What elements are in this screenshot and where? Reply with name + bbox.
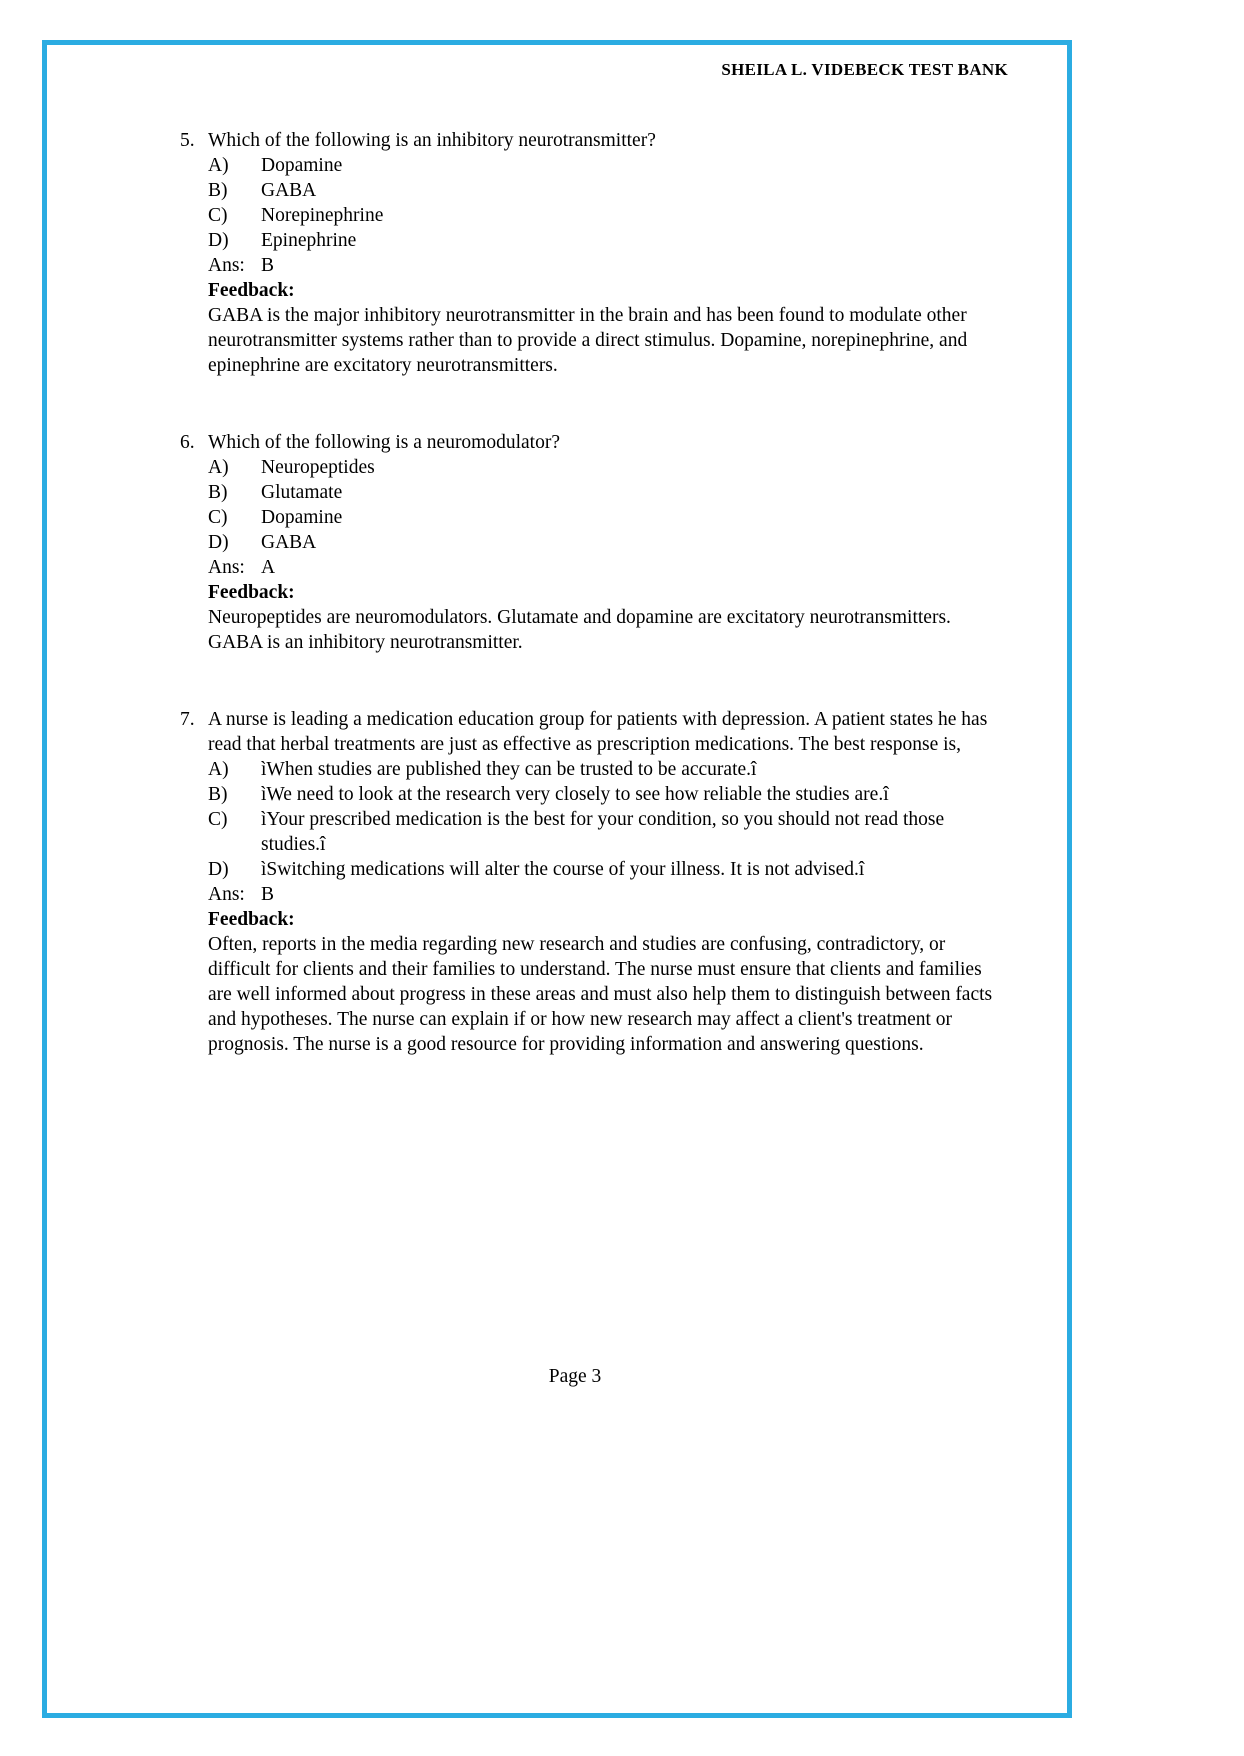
- option-text: Neuropeptides: [261, 457, 375, 478]
- answer-option: [208, 857, 1007, 882]
- question-text: Which of the following is a neuromodulator?: [208, 432, 560, 453]
- answer-option: [208, 505, 1007, 530]
- option-letter: C): [208, 809, 228, 830]
- option-letter: D): [208, 532, 229, 553]
- feedback-label: Feedback:: [208, 909, 295, 930]
- option-letter: D): [208, 230, 229, 251]
- option-text: ìSwitching medications will alter the course of your illness. It is not advised.î: [261, 859, 865, 880]
- option-text: GABA: [261, 532, 317, 553]
- question-body: [208, 707, 1007, 1057]
- option-text: ìWhen studies are published they can be trusted to be accurate.î: [261, 759, 757, 780]
- option-text: ìWe need to look at the research very closely to see how reliable the studies are.î: [261, 784, 889, 805]
- answer-label: Ans:: [208, 884, 245, 905]
- answer-option: [208, 480, 1007, 505]
- answer-option: [208, 757, 1007, 782]
- answer-row: [208, 555, 1007, 580]
- feedback-text: Often, reports in the media regarding new research and studies are confusing, contradictory, or difficult for clients and their families to understand. The nurse must ensure that clients and families are well informed about progress in these areas and must also help them to distinguish between facts and hypotheses. The nurse can explain if or how new research may affect a client's treatment or prognosis. The nurse is a good resource for providing information and answering questions.: [208, 934, 993, 1055]
- answer-value: A: [261, 557, 276, 578]
- option-text: ìYour prescribed medication is the best for your condition, so you should not read those studies.î: [261, 809, 945, 855]
- option-text: Norepinephrine: [261, 205, 384, 226]
- feedback-text: Neuropeptides are neuromodulators. Glutamate and dopamine are excitatory neurotransmitters. GABA is an inhibitory neurotransmitter.: [208, 607, 951, 653]
- option-text: Glutamate: [261, 482, 343, 503]
- question-text: A nurse is leading a medication education group for patients with depression. A patient states he has read that herbal treatments are just as effective as prescription medications. The best response is,: [208, 709, 988, 755]
- answer-option: [208, 807, 1007, 857]
- answer-option: [208, 228, 1007, 253]
- option-letter: B): [208, 482, 228, 503]
- option-letter: A): [208, 457, 229, 478]
- option-text: GABA: [261, 180, 317, 201]
- option-letter: C): [208, 205, 228, 226]
- answer-value: B: [261, 255, 275, 276]
- feedback-label: Feedback:: [208, 582, 295, 603]
- answer-option: [208, 178, 1007, 203]
- answer-option: [208, 782, 1007, 807]
- answer-value: B: [261, 884, 275, 905]
- page-number: Page 3: [548, 1366, 602, 1387]
- question-block-5: [180, 128, 1007, 378]
- option-letter: A): [208, 155, 229, 176]
- option-letter: A): [208, 759, 229, 780]
- question-number: 6.: [180, 432, 195, 453]
- feedback-label: Feedback:: [208, 280, 295, 301]
- answer-label: Ans:: [208, 557, 245, 578]
- question-block-6: [180, 430, 1007, 655]
- answer-option: [208, 455, 1007, 480]
- question-block-7: [180, 707, 1007, 1057]
- question-body: [208, 128, 1007, 378]
- option-text: Dopamine: [261, 155, 343, 176]
- answer-option: [208, 153, 1007, 178]
- page-header: SHEILA L. VIDEBECK TEST BANK: [721, 60, 1008, 79]
- feedback-text: GABA is the major inhibitory neurotransmitter in the brain and has been found to modulate other neurotransmitter systems rather than to provide a direct stimulus. Dopamine, norepinephrine, and epinephrine are excitatory neurotransmitters.: [208, 305, 968, 376]
- answer-option: [208, 203, 1007, 228]
- answer-row: [208, 882, 1007, 907]
- answer-row: [208, 253, 1007, 278]
- question-body: [208, 430, 1007, 655]
- option-letter: B): [208, 180, 228, 201]
- option-letter: D): [208, 859, 229, 880]
- question-number: 7.: [180, 709, 195, 730]
- option-letter: C): [208, 507, 228, 528]
- answer-label: Ans:: [208, 255, 245, 276]
- document-content: [180, 128, 1007, 1109]
- question-text: Which of the following is an inhibitory neurotransmitter?: [208, 130, 656, 151]
- question-number: 5.: [180, 130, 195, 151]
- option-letter: B): [208, 784, 228, 805]
- answer-option: [208, 530, 1007, 555]
- option-text: Dopamine: [261, 507, 343, 528]
- option-text: Epinephrine: [261, 230, 357, 251]
